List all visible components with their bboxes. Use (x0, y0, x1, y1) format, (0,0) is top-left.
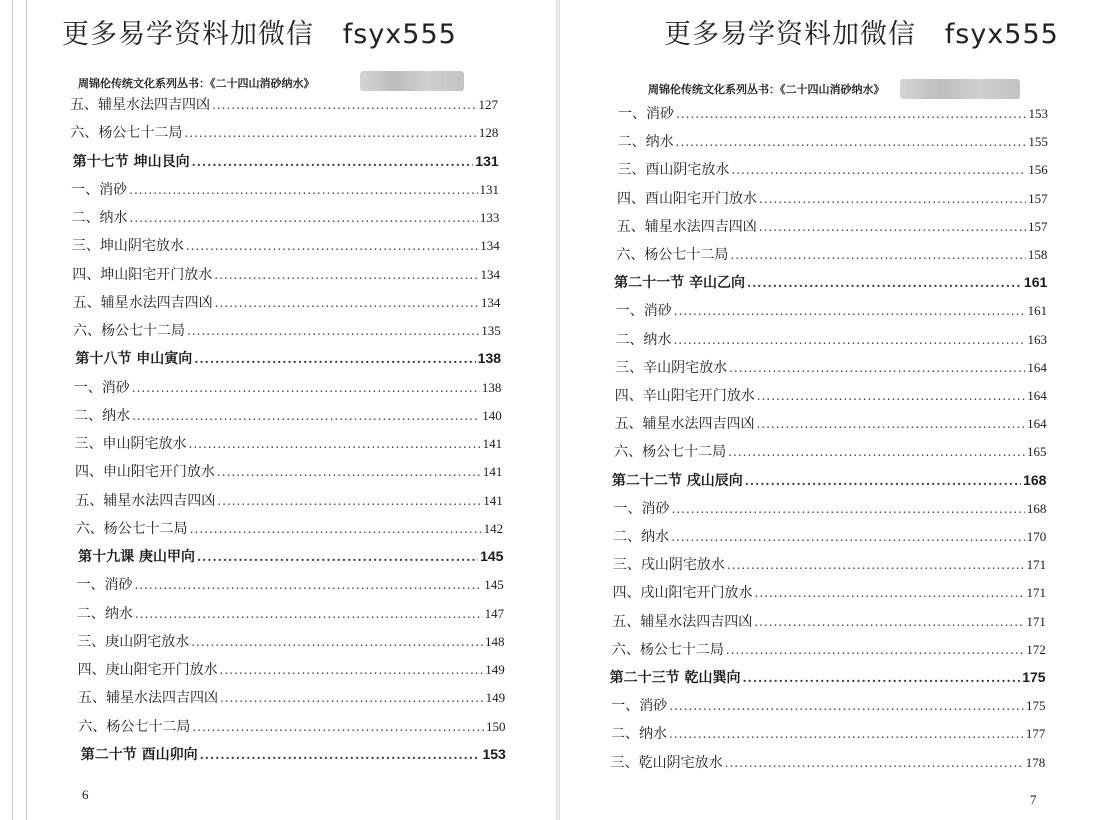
toc-entry-title: 二、纳水 (613, 529, 670, 545)
toc-entry-page: 138 (477, 350, 502, 367)
toc-entry (613, 526, 1046, 550)
toc-entry (616, 300, 1047, 324)
watermark-text: 更多易学资料加微信 fsyx555 (62, 19, 457, 50)
toc-entry (615, 357, 1047, 381)
toc-entry-title: 四、酉山阳宅开门放水 (617, 190, 758, 207)
toc-entry-page: 153 (482, 745, 506, 762)
leader-dots (212, 98, 477, 112)
leader-dots (190, 522, 482, 536)
toc-entry-title: 三、庚山阴宅放水 (77, 633, 190, 650)
toc-entry (72, 207, 500, 231)
toc-entry-page: 157 (1028, 190, 1048, 206)
toc-entry-page: 155 (1028, 134, 1048, 150)
toc-entry-title: 一、消砂 (76, 577, 133, 594)
toc-entry-page: 138 (481, 379, 502, 395)
toc-entry-page: 178 (1025, 754, 1046, 770)
page-edge (12, 0, 13, 820)
toc-entry (614, 498, 1047, 522)
toc-entry-page: 156 (1028, 162, 1048, 178)
page-number: 6 (82, 787, 89, 802)
leader-dots (754, 615, 1024, 629)
leader-dots (129, 183, 477, 197)
toc-entry-page: 158 (1027, 247, 1048, 262)
toc-entry-page: 171 (1026, 557, 1047, 573)
toc-entry (613, 554, 1046, 578)
toc-entry (75, 490, 502, 514)
toc-section-entry (75, 348, 501, 372)
toc-section-entry (610, 667, 1046, 691)
leader-dots (192, 720, 484, 734)
toc-entry-title: 第二十一节 辛山乙向 (614, 275, 745, 292)
toc-entry (617, 159, 1047, 183)
toc-entry-title: 第十七节 坤山艮向 (72, 153, 190, 170)
toc-entry (73, 292, 501, 316)
toc-entry (73, 320, 501, 344)
leader-dots (730, 248, 1026, 262)
toc-entry (617, 188, 1048, 212)
toc-entry-title: 二、纳水 (615, 331, 672, 348)
toc-entry-page: 164 (1027, 359, 1047, 375)
toc-entry-title: 三、坤山阴宅放水 (71, 238, 184, 255)
toc-entry (70, 122, 498, 146)
toc-entry (76, 518, 503, 542)
toc-entry-title: 第十九课 庚山甲向 (78, 549, 195, 565)
toc-entry-page: 153 (1028, 106, 1048, 121)
leader-dots (742, 671, 1020, 685)
toc-section-entry (78, 546, 503, 570)
toc-entry-title: 三、酉山阴宅放水 (617, 162, 730, 179)
toc-entry-title: 三、戌山阴宅放水 (612, 557, 725, 574)
toc-entry-page: 131 (475, 152, 499, 169)
leader-dots (726, 643, 1024, 657)
toc-entry-title: 二、纳水 (71, 210, 128, 226)
leader-dots (759, 192, 1026, 206)
toc-entry (72, 264, 500, 288)
page-edge (26, 0, 27, 820)
leader-dots (669, 727, 1024, 741)
toc-entry (76, 574, 503, 598)
leader-dots (186, 239, 478, 253)
running-header: 周锦伦传统文化系列丛书：《二十四山消砂纳水》 (78, 77, 315, 90)
toc-entry-page: 134 (480, 238, 500, 254)
leader-dots (728, 445, 1025, 459)
toc-entry-page: 134 (480, 266, 501, 282)
toc-entry-title: 一、消砂 (613, 500, 670, 517)
toc-entry-page: 141 (483, 492, 503, 508)
toc-entry (617, 216, 1048, 240)
leader-dots (676, 135, 1027, 149)
toc-entry-page: 171 (1026, 585, 1046, 601)
leader-dots (191, 635, 483, 649)
toc-entry-title: 五、辅星水法四吉四凶 (75, 492, 216, 509)
toc-entry-title: 一、消砂 (71, 181, 128, 198)
leader-dots (759, 220, 1026, 234)
toc-entry-page: 140 (482, 407, 502, 423)
toc-entry (612, 611, 1046, 635)
toc-entry-page: 141 (482, 436, 503, 451)
leader-dots (674, 304, 1026, 318)
leader-dots (189, 437, 481, 451)
toc-entry (74, 377, 502, 401)
toc-entry (72, 235, 500, 259)
leader-dots (132, 409, 480, 423)
toc-entry-title: 二、纳水 (76, 605, 133, 622)
toc-entry-page: 170 (1026, 529, 1047, 544)
toc-entry-title: 第二十三节 乾山巽向 (609, 670, 741, 686)
toc-entry-title: 五、辅星水法四吉四凶 (616, 218, 757, 235)
leader-dots (729, 361, 1025, 375)
toc-entry-page: 171 (1026, 613, 1046, 629)
toc-entry-page: 164 (1027, 416, 1047, 432)
toc-entry-title: 六、杨公七十二局 (78, 718, 191, 735)
toc-entry-page: 135 (481, 323, 501, 338)
toc-entry-title: 第二十节 酉山卯向 (80, 746, 198, 763)
leader-dots (673, 333, 1025, 347)
toc-entry-title: 六、杨公七十二局 (73, 323, 186, 339)
toc-entry-page: 168 (1023, 471, 1047, 488)
leader-dots (215, 296, 479, 310)
toc-entry (75, 433, 503, 457)
leader-dots (130, 211, 478, 225)
leader-dots (731, 163, 1026, 177)
toc-entry-title: 四、辛山阳宅开门放水 (614, 388, 755, 404)
leader-dots (669, 699, 1024, 713)
toc-entry-title: 五、辅星水法四吉四凶 (72, 294, 213, 311)
toc-entry-title: 五、辅星水法四吉四凶 (614, 416, 755, 433)
toc-entry-title: 四、戌山阳宅开门放水 (612, 585, 753, 602)
toc-entry-title: 二、纳水 (74, 407, 131, 424)
toc-entry (71, 179, 499, 203)
leader-dots (132, 381, 480, 395)
toc-entry (614, 413, 1046, 437)
toc-entry-page: 127 (478, 97, 498, 112)
leader-dots (757, 389, 1026, 403)
leader-dots (671, 530, 1025, 544)
toc-entry-page: 161 (1027, 303, 1048, 319)
toc-entry (611, 723, 1045, 747)
toc-entry-page: 142 (483, 520, 504, 536)
leader-dots (220, 663, 484, 677)
toc-entry-page: 141 (482, 464, 503, 480)
leader-dots (747, 276, 1022, 290)
toc-entry (612, 639, 1046, 663)
toc-entry-title: 四、庚山阳宅开门放水 (77, 662, 218, 678)
toc-entry-page: 145 (480, 548, 504, 564)
toc-entry-page: 149 (485, 690, 506, 706)
toc-entry (615, 329, 1047, 353)
toc-entry-page: 163 (1027, 331, 1048, 347)
leader-dots (755, 586, 1025, 600)
toc-entry (611, 752, 1046, 776)
leader-dots (756, 417, 1025, 431)
toc-entry-page: 128 (478, 125, 499, 141)
leader-dots (725, 756, 1024, 770)
toc-entry-title: 五、辅星水法四吉四凶 (70, 97, 210, 113)
toc-entry-page: 150 (485, 718, 506, 734)
toc-entry-title: 六、杨公七十二局 (614, 444, 727, 461)
toc-entry-page: 148 (484, 633, 505, 649)
leader-dots (727, 558, 1025, 572)
toc-entry-page: 147 (484, 605, 505, 621)
toc-entry-title: 五、辅星水法四吉四凶 (612, 613, 753, 630)
toc-entry-page: 133 (479, 210, 500, 225)
toc-entry (618, 131, 1048, 155)
leader-dots (197, 550, 478, 564)
toc-entry-title: 一、消砂 (73, 379, 130, 396)
leader-dots (676, 107, 1027, 121)
toc-section-entry (612, 470, 1047, 494)
toc-entry-page: 168 (1026, 500, 1047, 516)
leader-dots (217, 465, 481, 479)
toc-entry (74, 405, 502, 429)
toc-entry-page: 164 (1027, 388, 1047, 403)
toc-entry (611, 695, 1045, 719)
toc-entry-title: 六、杨公七十二局 (70, 125, 183, 142)
toc-entry (618, 103, 1048, 127)
redacted-blur (360, 71, 464, 91)
toc-entry-title: 五、辅星水法四吉四凶 (77, 690, 218, 707)
toc-entry (613, 582, 1046, 606)
toc-entry-title: 四、申山阳宅开门放水 (74, 464, 215, 481)
leader-dots (135, 607, 483, 621)
leader-dots (200, 748, 481, 762)
toc-section-entry (73, 151, 499, 175)
toc-entry-page: 175 (1025, 698, 1046, 714)
leader-dots (134, 578, 482, 592)
toc-entry-page: 172 (1026, 641, 1046, 657)
toc-entry-page: 161 (1023, 274, 1048, 291)
toc-entry (77, 631, 504, 655)
leader-dots (192, 155, 474, 169)
toc-entry (78, 716, 505, 740)
toc-entry-title: 六、杨公七十二局 (616, 247, 729, 263)
toc-entry (614, 441, 1046, 465)
toc-section-entry (614, 272, 1047, 296)
toc-entry-title: 三、乾山阴宅放水 (610, 754, 723, 771)
toc-entry-title: 四、坤山阳宅开门放水 (72, 266, 213, 283)
toc-entry (615, 385, 1047, 409)
leader-dots (217, 494, 481, 508)
right-page (560, 0, 1102, 820)
toc-entry-page: 165 (1027, 444, 1047, 460)
toc-entry-title: 第十八节 申山寅向 (75, 351, 193, 368)
toc-entry-page: 131 (479, 181, 499, 197)
toc-section-entry (81, 744, 506, 768)
toc-entry (78, 687, 505, 711)
toc-entry-title: 二、纳水 (617, 134, 674, 151)
toc-entry-page: 134 (480, 294, 501, 310)
leader-dots (672, 502, 1025, 516)
toc-entry-page: 157 (1028, 218, 1048, 234)
leader-dots (745, 474, 1021, 488)
toc-entry (70, 94, 498, 118)
toc-entry (77, 603, 504, 627)
toc-entry (75, 461, 502, 485)
page-number: 7 (1030, 792, 1037, 807)
redacted-blur (900, 79, 1020, 99)
toc-entry-page: 175 (1022, 669, 1046, 685)
leader-dots (214, 268, 478, 282)
toc-entry-title: 三、申山阴宅放水 (74, 436, 187, 452)
watermark-text: 更多易学资料加微信 fsyx555 (664, 19, 1059, 50)
toc-entry-page: 149 (485, 662, 505, 677)
toc-entry-title: 一、消砂 (615, 303, 672, 320)
toc-entry-title: 第二十二节 戌山辰向 (611, 472, 743, 489)
toc-entry-title: 六、杨公七十二局 (611, 641, 724, 658)
toc-entry (616, 244, 1047, 268)
toc-entry-page: 177 (1025, 726, 1046, 742)
toc-entry (78, 659, 505, 683)
leader-dots (220, 691, 484, 705)
toc-entry-title: 一、消砂 (611, 698, 668, 715)
toc-entry-page: 145 (484, 577, 504, 593)
toc-entry-title: 一、消砂 (618, 106, 674, 122)
leader-dots (194, 352, 475, 366)
toc-entry-title: 三、辛山阴宅放水 (615, 359, 728, 376)
leader-dots (184, 126, 476, 140)
toc-entry-title: 六、杨公七十二局 (75, 520, 188, 537)
running-header: 周锦伦传统文化系列丛书：《二十四山消砂纳水》 (648, 83, 885, 96)
toc-entry-title: 二、纳水 (610, 726, 667, 743)
leader-dots (187, 324, 479, 338)
